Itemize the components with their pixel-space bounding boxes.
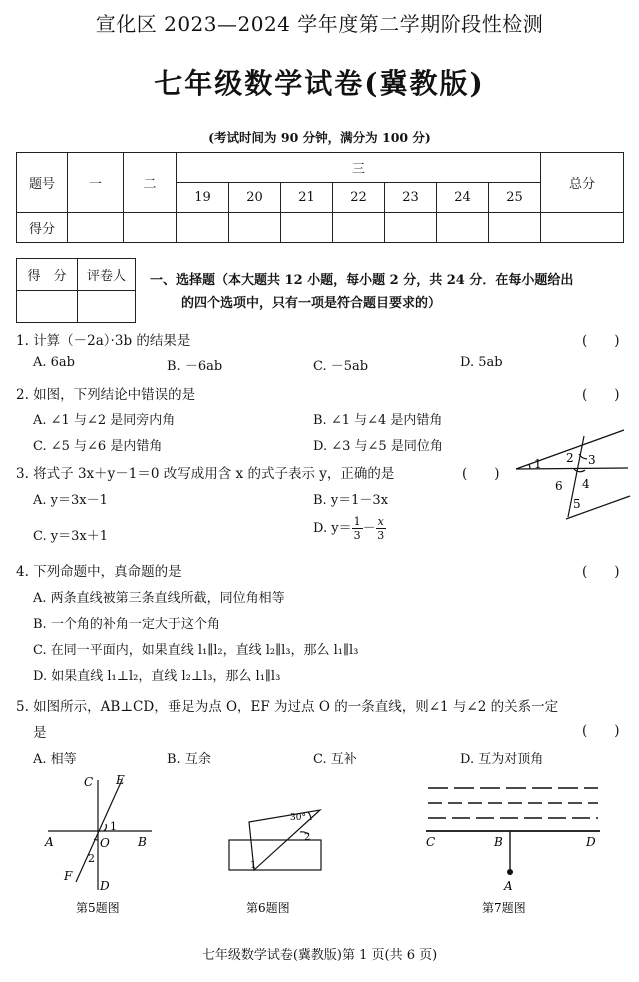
question-1-stem: 1. 计算（－2a）·3b 的结果是 (16, 333, 191, 349)
q2-option-a: A. ∠1 与∠2 是同旁内角 (33, 413, 176, 428)
label-b: B (138, 835, 147, 849)
q5-option-b: B. 互余 (167, 752, 211, 767)
answer-paren[interactable]: ( ) (582, 333, 620, 349)
label-d: D (586, 835, 596, 849)
score-cell[interactable] (281, 213, 333, 243)
angle-label-6: 6 (555, 479, 563, 493)
q1-option-d: D. 5ab (460, 355, 503, 370)
label-b: B (494, 835, 503, 849)
grader-label: 评卷人 (78, 259, 136, 291)
question-4-stem: 4. 下列命题中，真命题的是 (16, 564, 182, 580)
score-table (16, 152, 624, 243)
score-cell[interactable] (124, 213, 177, 243)
section-heading-cont: 的四个选项中，只有一项是符合题目要求的） (181, 296, 442, 311)
sub-24: 24 (437, 183, 489, 213)
page-title: 七年级数学试卷(冀教版) (154, 67, 485, 100)
exam-info: (考试时间为 90 分钟，满分为 100 分) (208, 130, 431, 145)
grader-score-label: 得 分 (17, 259, 78, 291)
fig-line (516, 468, 628, 469)
sub-23: 23 (385, 183, 437, 213)
score-cell[interactable] (385, 213, 437, 243)
grader-table (16, 258, 136, 323)
score-cell[interactable] (333, 213, 385, 243)
part-two: 二 (124, 153, 177, 213)
grader-name-cell[interactable] (78, 291, 136, 323)
exam-header-line: 宣化区 2023—2024 学年度第二学期阶段性检测 (95, 12, 544, 36)
q5-option-a: A. 相等 (33, 752, 77, 767)
grader-score-cell[interactable] (17, 291, 78, 323)
angle-label-2: 2 (566, 451, 574, 465)
angle-label-1: 1 (534, 457, 542, 471)
score-cell[interactable] (437, 213, 489, 243)
q2-figure (512, 428, 632, 520)
q1-option-a: A. 6ab (33, 355, 75, 370)
score-cell[interactable] (489, 213, 541, 243)
angle-1: 1 (250, 860, 257, 871)
q1-option-b: B. －6ab (167, 359, 223, 374)
label-e: E (116, 773, 125, 787)
q3-option-d-prefix: D. y＝ (313, 521, 352, 536)
q1-option-c: C. －5ab (313, 359, 369, 374)
q3-option-c: C. y＝3x＋1 (33, 529, 108, 544)
point-a (507, 869, 513, 875)
figure-5-caption: 第5题图 (76, 901, 120, 915)
total-label: 总分 (541, 153, 624, 213)
answer-paren[interactable]: ( ) (582, 564, 620, 580)
minus-sign: － (362, 521, 376, 536)
angle-30: 30° (290, 813, 306, 823)
q5-option-d: D. 互为对顶角 (460, 752, 544, 767)
angle-2: 2 (304, 832, 311, 843)
q2-option-c: C. ∠5 与∠6 是内错角 (33, 439, 163, 454)
label-c: C (426, 835, 436, 849)
page-footer: 七年级数学试卷(冀教版)第 1 页(共 6 页) (201, 948, 438, 963)
score-cell[interactable] (177, 213, 229, 243)
figure-7-caption: 第7题图 (482, 901, 526, 915)
label-o: O (100, 836, 110, 850)
angle-2: 2 (88, 852, 95, 865)
angle-arc (574, 469, 585, 472)
fraction-numerator: 1 (353, 515, 361, 528)
fraction (376, 515, 386, 542)
label-a: A (45, 835, 54, 849)
score-cell[interactable] (541, 213, 624, 243)
answer-paren[interactable]: ( ) (582, 387, 620, 403)
score-cell[interactable] (68, 213, 124, 243)
question-5-stem-cont: 是 (33, 725, 47, 741)
figure-5 (40, 772, 165, 922)
q4-option-c: C. 在同一平面内，如果直线 l₁∥l₂，直线 l₂∥l₃，那么 l₁∥l₃ (33, 643, 359, 658)
angle-label-5: 5 (573, 497, 581, 511)
section-heading: 一、选择题（本大题共 12 小题，每小题 2 分，共 24 分．在每小题给出 (150, 273, 574, 288)
sub-20: 20 (229, 183, 281, 213)
q3-option-b: B. y＝1－3x (313, 493, 389, 508)
label-d: D (100, 879, 110, 893)
figure-6 (220, 798, 340, 922)
sub-21: 21 (281, 183, 333, 213)
fraction-numerator: x (377, 515, 384, 528)
fraction-denominator: 3 (377, 529, 385, 542)
angle-arc (529, 464, 530, 469)
score-label: 得分 (17, 213, 68, 243)
q3-option-d (313, 515, 386, 542)
sub-25: 25 (489, 183, 541, 213)
angle-label-4: 4 (582, 477, 590, 491)
fraction (352, 515, 363, 542)
q5-option-c: C. 互补 (313, 752, 357, 767)
q2-option-d: D. ∠3 与∠5 是同位角 (313, 439, 443, 454)
question-2-stem: 2. 如图，下列结论中错误的是 (16, 387, 196, 403)
question-5-stem: 5. 如图所示，AB⊥CD，垂足为点 O，EF 为过点 O 的一条直线，则∠1 与∠2 的关系一定 (16, 699, 559, 715)
question-3-stem: 3. 将式子 3x＋y－1＝0 改写成用含 x 的式子表示 y，正确的是 (16, 466, 395, 482)
label-c: C (84, 775, 94, 789)
answer-paren[interactable]: ( ) (462, 466, 500, 482)
sub-22: 22 (333, 183, 385, 213)
part-one: 一 (68, 153, 124, 213)
angle-label-3: 3 (588, 453, 596, 467)
sub-19: 19 (177, 183, 229, 213)
figure-7 (418, 778, 608, 923)
q4-option-b: B. 一个角的补角一定大于这个角 (33, 617, 220, 632)
angle-1: 1 (110, 820, 117, 833)
label-f: F (64, 869, 73, 883)
answer-paren[interactable]: ( ) (582, 723, 620, 739)
part-three: 三 (177, 153, 541, 183)
q3-option-a: A. y＝3x－1 (33, 493, 108, 508)
label-a: A (504, 879, 513, 893)
fraction-denominator: 3 (353, 529, 361, 542)
q4-option-d: D. 如果直线 l₁⊥l₂，直线 l₂⊥l₃，那么 l₁∥l₃ (33, 669, 281, 684)
q2-option-b: B. ∠1 与∠4 是内错角 (313, 413, 443, 428)
ruler-rect (229, 840, 321, 870)
q-label: 题号 (17, 153, 68, 213)
figure-6-caption: 第6题图 (246, 901, 290, 915)
score-cell[interactable] (229, 213, 281, 243)
q4-option-a: A. 两条直线被第三条直线所截，同位角相等 (33, 591, 285, 606)
angle-arc (104, 824, 106, 831)
